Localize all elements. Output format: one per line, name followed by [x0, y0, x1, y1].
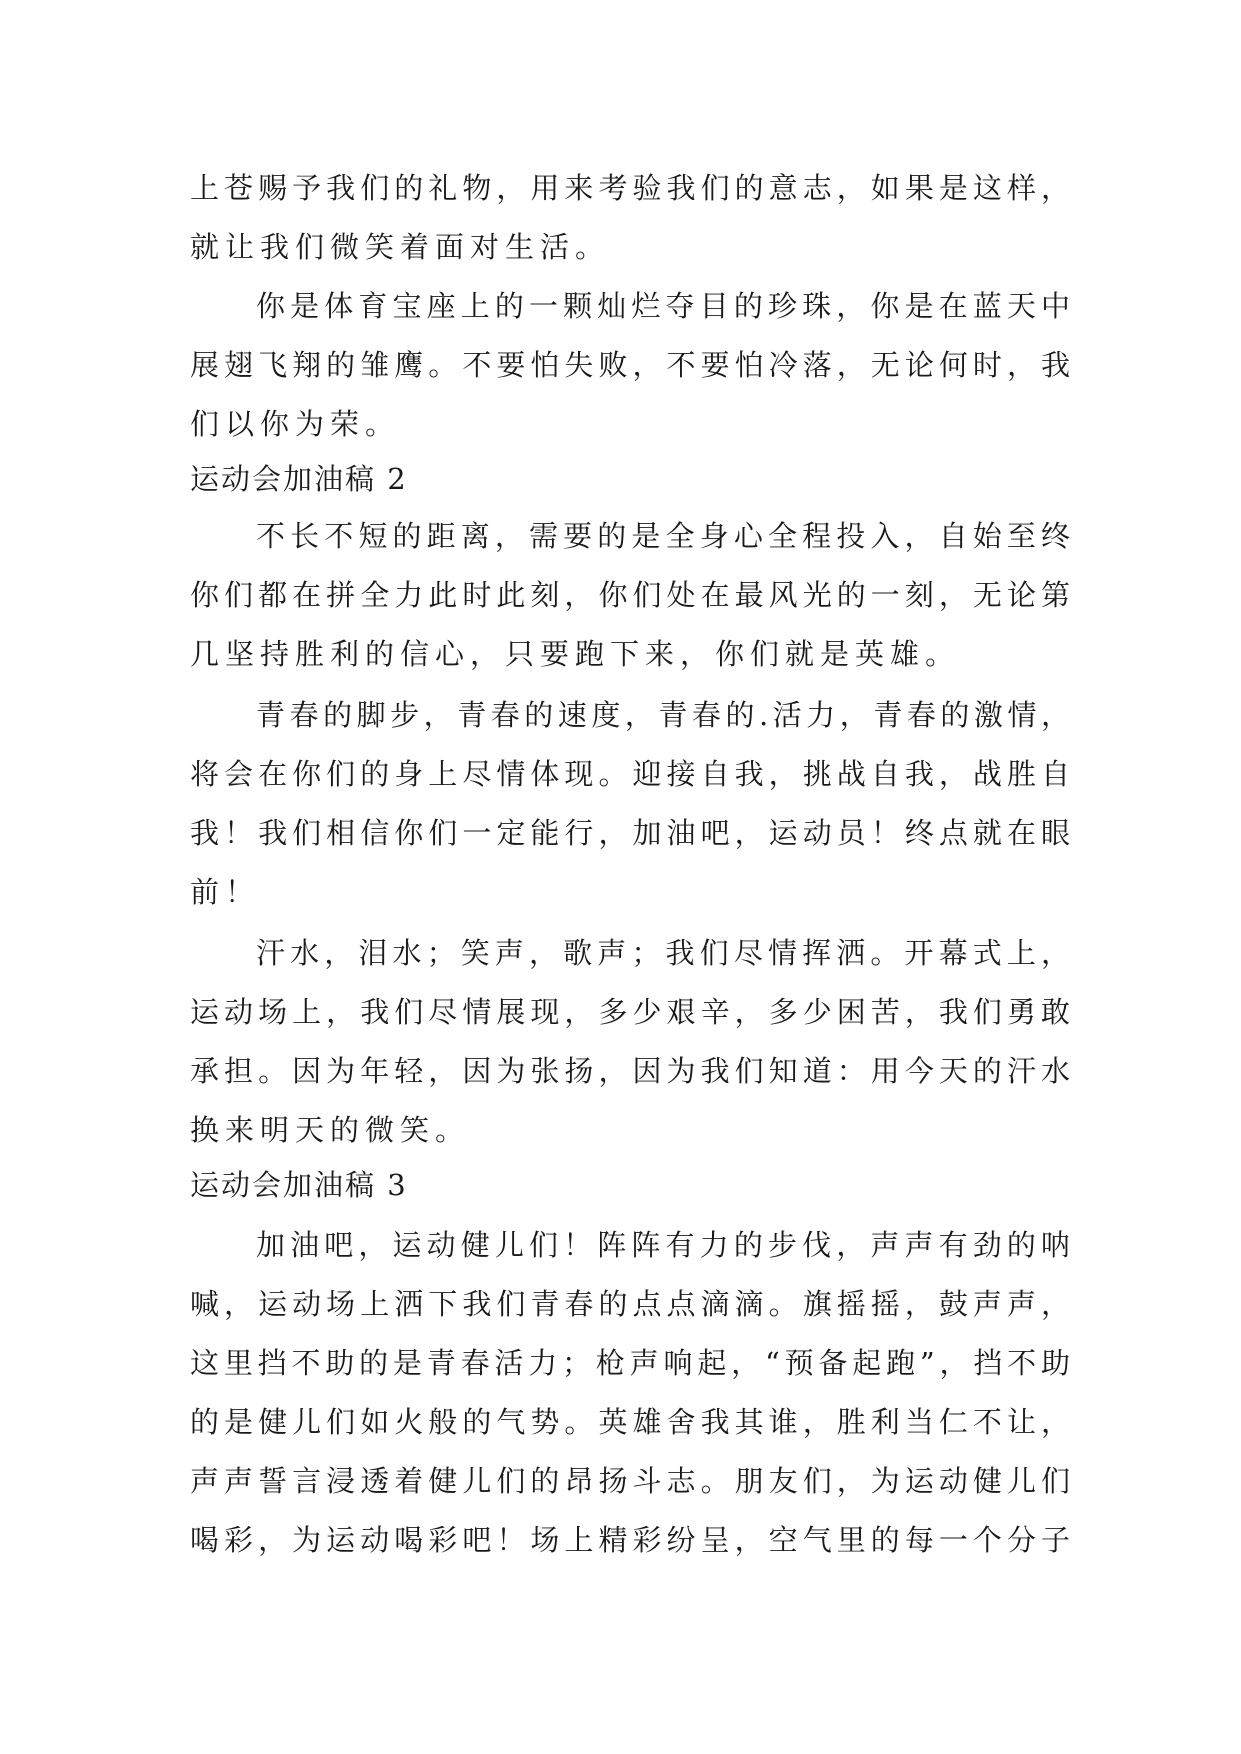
body-line: 运动场上，我们尽情展现，多少艰辛，多少困苦，我们勇敢: [190, 995, 1070, 1029]
body-line: 前！: [190, 875, 261, 909]
section-title: 运动会加油稿 3: [190, 1168, 408, 1202]
body-line: 展翅飞翔的雏鹰。不要怕失败，不要怕冷落，无论何时，我: [190, 348, 1070, 382]
body-line: 青春的脚步，青春的速度，青春的.活力，青春的激情，: [256, 698, 1070, 732]
body-line: 声声誓言浸透着健儿们的昂扬斗志。朋友们，为运动健儿们: [190, 1464, 1070, 1498]
section-title: 运动会加油稿 2: [190, 462, 408, 496]
body-line: 你是体育宝座上的一颗灿烂夺目的珍珠，你是在蓝天中: [256, 289, 1070, 323]
body-line: 几坚持胜利的信心，只要跑下来，你们就是英雄。: [190, 637, 961, 671]
body-line: 上苍赐予我们的礼物，用来考验我们的意志，如果是这样，: [190, 171, 1070, 205]
body-line: 这里挡不助的是青春活力；枪声响起，“预备起跑”，挡不助: [190, 1346, 1070, 1380]
body-line: 的是健儿们如火般的气势。英雄舍我其谁，胜利当仁不让，: [190, 1405, 1070, 1439]
body-line: 喊，运动场上洒下我们青春的点点滴滴。旗摇摇，鼓声声，: [190, 1287, 1070, 1321]
body-line: 换来明天的微笑。: [190, 1113, 471, 1147]
body-line: 你们都在拼全力此时此刻，你们处在最风光的一刻，无论第: [190, 578, 1070, 612]
body-line: 汗水，泪水；笑声，歌声；我们尽情挥洒。开幕式上，: [256, 936, 1070, 970]
body-line: 喝彩，为运动喝彩吧！场上精彩纷呈，空气里的每一个分子: [190, 1523, 1070, 1557]
body-line: 就让我们微笑着面对生活。: [190, 230, 611, 264]
body-line: 承担。因为年轻，因为张扬，因为我们知道：用今天的汗水: [190, 1054, 1070, 1088]
body-line: 加油吧，运动健儿们！阵阵有力的步伐，声声有劲的呐: [256, 1228, 1070, 1262]
body-line: 不长不短的距离，需要的是全身心全程投入，自始至终: [256, 519, 1070, 553]
body-line: 我！我们相信你们一定能行，加油吧，运动员！终点就在眼: [190, 816, 1070, 850]
body-line: 们以你为荣。: [190, 407, 401, 441]
body-line: 将会在你们的身上尽情体现。迎接自我，挑战自我，战胜自: [190, 757, 1070, 791]
